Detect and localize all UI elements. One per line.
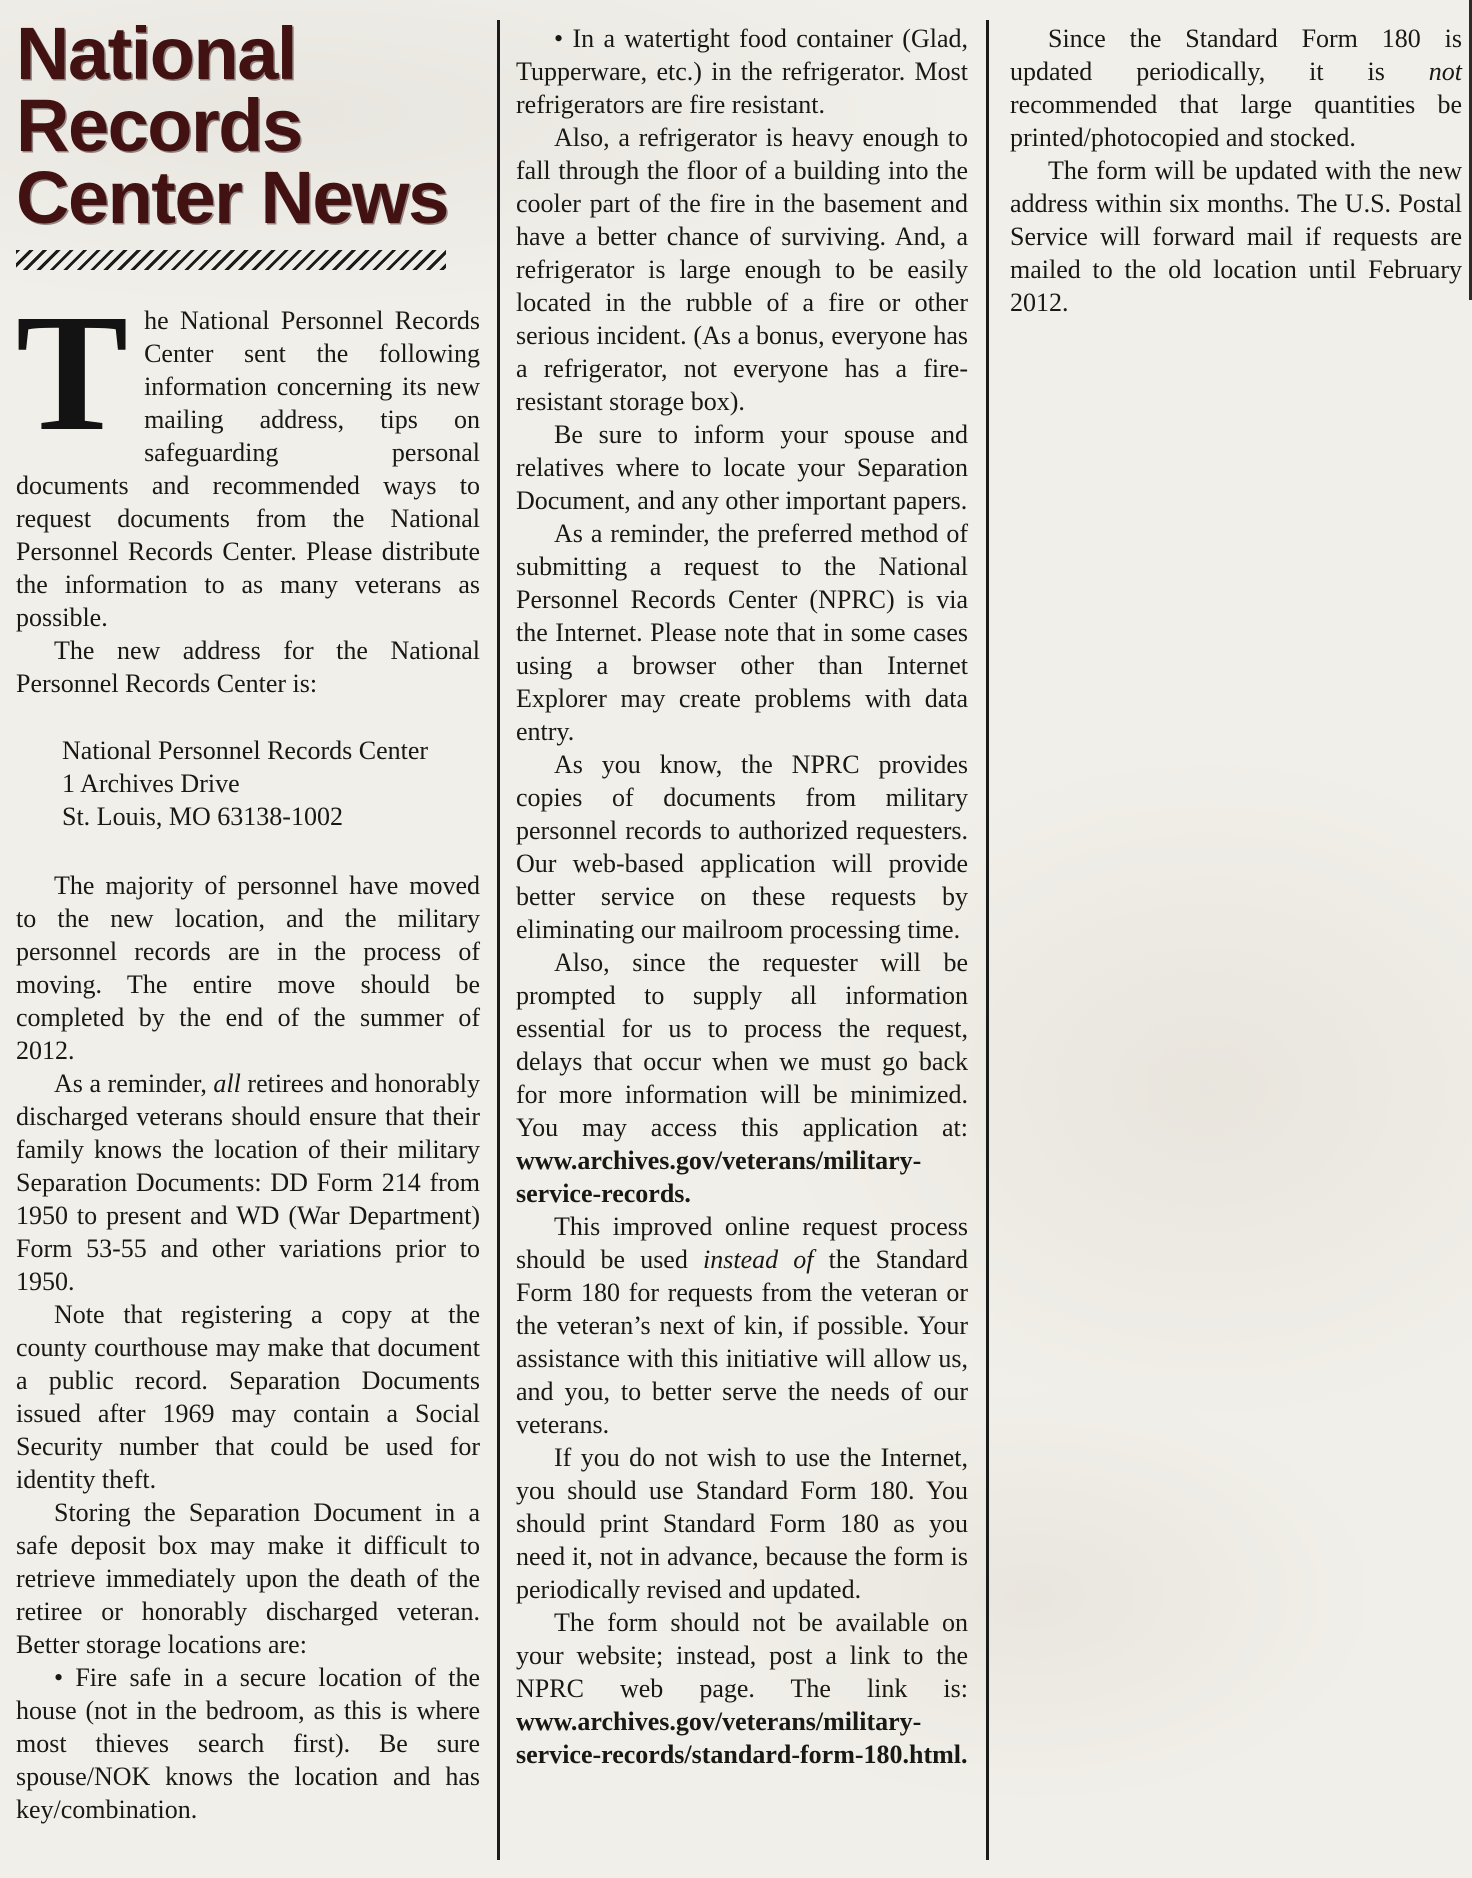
paragraph [516,1210,968,1441]
text-segment: instead of [703,1245,814,1274]
paragraph [1010,154,1462,319]
column-rule-left [497,20,500,1860]
paragraph [516,418,968,517]
text-segment: the Standard Form 180 for requests from the veteran or the veteran’s next of kin, if possible. Your assistance with this initiative will allow us, and you, to better serve the needs of our veterans. [516,1245,968,1439]
text-segment: If you do not wish to use the Internet, you should use Standard Form 180. You should print Standard Form 180 as you need it, not in advance, because the form is periodically revised and updated. [516,1443,968,1604]
address-line: 1 Archives Drive [62,769,240,798]
masthead-line-1: National [16,12,296,95]
text-segment: Note that registering a copy at the county courthouse may make that document a public record. Separation Documents issued after 1969 may contain a Social Security number that could be used for identity theft. [16,1300,480,1494]
masthead-line-3: Center News [16,156,448,239]
column-3-text [1010,22,1462,319]
masthead-line-2: Records [16,84,302,167]
paragraph [16,1496,480,1661]
paragraph [1010,22,1462,154]
text-segment: Storing the Separation Document in a safe deposit box may make it difficult to retrieve immediately upon the death of the retiree or honorably discharged veteran. Better storage locations are: [16,1498,480,1659]
text-segment: This improved online request process should be used [516,1212,968,1274]
paragraph [516,946,968,1210]
column-1-text [16,280,480,1826]
text-segment: Be sure to inform your spouse and relatives where to locate your Separation Document, and any other important papers. [516,420,968,515]
text-segment: The new address for the National Personnel Records Center is: [16,636,480,698]
paragraph [16,634,480,700]
url-text: www.archives.gov/veterans/military-service-records/standard-form-180.html. [516,1707,968,1769]
text-segment: The form should not be available on your website; instead, post a link to the NPRC web page. The link is: [516,1608,968,1703]
paragraph [516,1606,968,1771]
text-segment: Since the Standard Form 180 is updated periodically, it is [1010,24,1462,86]
text-segment: Also, a refrigerator is heavy enough to fall through the floor of a building into the cooler part of the fire in the basement and have a better chance of surviving. And, a refrigerator is large enough to be easily located in the rubble of a fire or other serious incident. (As a bonus, everyone has a refrigerator, not everyone has a fire-resistant storage box). [516,123,968,416]
paragraph [16,869,480,1067]
drop-cap: T [16,280,129,466]
address-line: National Personnel Records Center [62,736,429,765]
text-segment: The majority of personnel have moved to the new location, and the military personnel records are in the process of moving. The entire move should be completed by the end of the summer of 2012. [16,871,480,1065]
newsletter-masthead [16,12,480,239]
text-segment: all [213,1069,241,1098]
column-rule-right [986,20,989,1860]
paragraph [516,748,968,946]
text-segment: As a reminder, the preferred method of submitting a request to the National Personnel Records Center (NPRC) is via the Internet. Please note that in some cases using a browser other than Internet Explorer may create problems with data entry. [516,519,968,746]
masthead-hatch-rule [16,250,446,270]
text-segment: The form will be updated with the new address within six months. The U.S. Postal Service will forward mail if requests are mailed to the old location until February 2012. [1010,156,1462,317]
column-1 [16,12,480,1826]
text-segment: As a reminder, [54,1069,214,1098]
text-segment: retirees and honorably discharged veterans should ensure that their family knows the location of their military Separation Documents: DD Form 214 from 1950 to present and WD (War Department) Form 53-55 and other variations prior to 1950. [16,1069,480,1296]
url-text: www.archives.gov/veterans/military-service-records. [516,1146,922,1208]
address-line: St. Louis, MO 63138-1002 [62,802,343,831]
paragraph [16,1298,480,1496]
paragraph [16,280,480,634]
text-segment: • In a watertight food container (Glad, Tupperware, etc.) in the refrigerator. Most refrigerators are fire resistant. [516,24,968,119]
paragraph [16,1661,480,1826]
address-block [16,734,480,833]
text-segment: Also, since the requester will be prompted to supply all information essential for us to process the request, delays that occur when we must go back for more information will be minimized. You may access this application at: [516,948,968,1142]
paragraph [516,22,968,121]
text-segment: As you know, the NPRC provides copies of documents from military personnel records to authorized requesters. Our web-based application will provide better service on these requests by eliminating our mailroom processing time. [516,750,968,944]
text-segment: not [1428,57,1462,86]
paragraph [516,517,968,748]
text-segment: • Fire safe in a secure location of the house (not in the bedroom, as this is where most thieves search first). Be sure spouse/NOK knows the location and has key/combination. [16,1663,480,1824]
column-2-text [516,22,968,1771]
paragraph [516,121,968,418]
text-segment: recommended that large quantities be printed/photocopied and stocked. [1010,90,1462,152]
paragraph [16,1067,480,1298]
paragraph [516,1441,968,1606]
text-segment: he National Personnel Records Center sent the following information concerning its new mailing address, tips on safeguarding personal documents and recommended ways to request documents from the National Personnel Records Center. Please distribute the information to as many veterans as possible. [16,306,480,632]
